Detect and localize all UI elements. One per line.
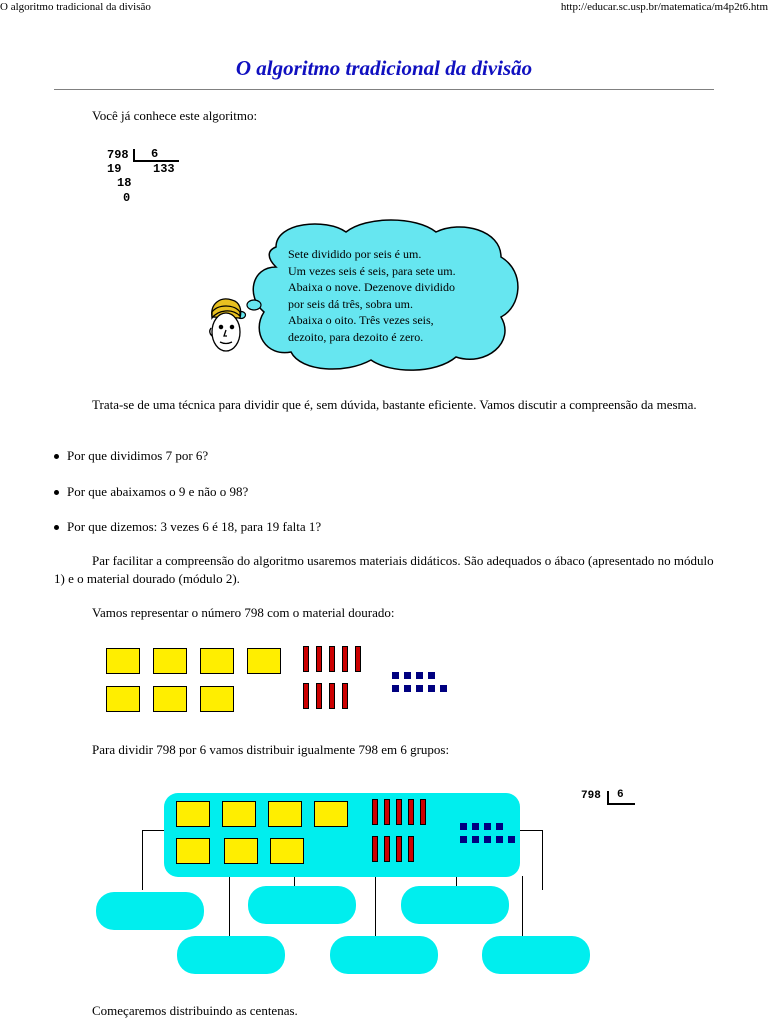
algorithm-divisor: 6	[151, 147, 159, 161]
unit-cube-icon	[460, 836, 467, 843]
hundred-cube-icon	[153, 648, 187, 674]
ten-bar-icon	[372, 799, 378, 825]
ten-bar-icon	[420, 799, 426, 825]
connector-line	[522, 876, 523, 936]
unit-cube-icon	[508, 836, 515, 843]
hundred-cube-icon	[200, 686, 234, 712]
hundred-cube-icon	[153, 686, 187, 712]
hundred-cube-icon	[106, 648, 140, 674]
connector-line	[456, 876, 457, 886]
hundred-cube-icon	[268, 801, 302, 827]
bullet-dot-icon	[54, 454, 59, 459]
connector-line	[142, 830, 166, 831]
header-page-title: O algoritmo tradicional da divisão	[0, 1, 151, 13]
hundred-cube-icon	[106, 686, 140, 712]
group-box-4	[177, 936, 285, 974]
ten-bar-icon	[342, 646, 348, 672]
connector-line	[520, 830, 542, 831]
algorithm-quotient: 133	[153, 162, 175, 176]
bullet-text: Por que abaixamos o 9 e não o 98?	[67, 484, 249, 499]
cloud-line: Um vezes seis é seis, para sete um.	[288, 263, 456, 278]
ten-bar-icon	[408, 836, 414, 862]
ten-bar-icon	[384, 836, 390, 862]
ten-bar-icon	[408, 799, 414, 825]
group-box-5	[330, 936, 438, 974]
hundred-cube-icon	[176, 838, 210, 864]
ten-bar-icon	[316, 646, 322, 672]
thought-cloud-text	[288, 246, 498, 345]
header-url[interactable]: http://educar.sc.usp.br/matematica/m4p2t6.htm	[560, 1, 768, 13]
face-icon	[210, 299, 241, 351]
unit-cube-icon	[472, 823, 479, 830]
bullet-dot-icon	[54, 490, 59, 495]
small-divisor: 6	[617, 789, 624, 801]
paragraph-represent: Vamos representar o número 798 com o material dourado:	[92, 605, 395, 620]
bullet-dot-icon	[54, 525, 59, 530]
page-title: O algoritmo tradicional da divisão	[235, 56, 533, 80]
ten-bar-icon	[329, 646, 335, 672]
unit-cube-icon	[496, 823, 503, 830]
hundred-cube-icon	[222, 801, 256, 827]
hundred-cube-icon	[224, 838, 258, 864]
unit-cube-icon	[428, 672, 435, 679]
ten-bar-icon	[396, 836, 402, 862]
unit-cube-icon	[404, 685, 411, 692]
cloud-line: por seis dá três, sobra um.	[288, 296, 413, 311]
unit-cube-icon	[440, 685, 447, 692]
cloud-line: dezoito, para dezoito é zero.	[288, 329, 424, 344]
unit-cube-icon	[392, 672, 399, 679]
hundred-cube-icon	[176, 801, 210, 827]
ten-bar-icon	[329, 683, 335, 709]
unit-cube-icon	[416, 685, 423, 692]
unit-cube-icon	[472, 836, 479, 843]
total-798-box	[164, 793, 520, 877]
hundred-cube-icon	[270, 838, 304, 864]
title-divider	[54, 89, 714, 90]
group-box-1	[96, 892, 204, 930]
paragraph-materials: Par facilitar a compreensão do algoritmo usaremos materiais didáticos. São adequados o ábaco (apresentado no módulo 1) e o material dourado (módulo 2).	[54, 553, 714, 586]
distribution-diagram	[0, 790, 768, 980]
connector-line	[229, 876, 230, 936]
ten-bar-icon	[396, 799, 402, 825]
ten-bar-icon	[372, 836, 378, 862]
bullet-item	[54, 447, 714, 465]
unit-cube-icon	[392, 685, 399, 692]
paragraph-technique: Trata-se de uma técnica para dividir que é, sem dúvida, bastante eficiente. Vamos discutir a compreensão da mesma.	[92, 397, 697, 412]
algorithm-figure	[104, 146, 184, 206]
ten-bar-icon	[384, 799, 390, 825]
unit-cube-icon	[428, 685, 435, 692]
unit-cube-icon	[460, 823, 467, 830]
paragraph-distribute: Para dividir 798 por 6 vamos distribuir igualmente 798 em 6 grupos:	[92, 742, 450, 757]
ten-bar-icon	[303, 646, 309, 672]
bullet-item	[54, 483, 714, 501]
unit-cube-icon	[484, 823, 491, 830]
ten-bar-icon	[303, 683, 309, 709]
algorithm-row3: 0	[123, 191, 131, 205]
intro-text: Você já conhece este algoritmo:	[92, 108, 258, 123]
ten-bar-icon	[316, 683, 322, 709]
connector-line	[542, 830, 543, 890]
connector-line	[294, 876, 295, 886]
cloud-line: Sete dividido por seis é um.	[288, 247, 422, 261]
algorithm-row1: 19	[107, 162, 122, 176]
hundred-cube-icon	[247, 648, 281, 674]
ten-bar-icon	[355, 646, 361, 672]
bullet-text: Por que dizemos: 3 vezes 6 é 18, para 19 falta 1?	[67, 519, 322, 534]
unit-cube-icon	[496, 836, 503, 843]
connector-line	[142, 830, 143, 890]
cloud-line: Abaixa o nove. Dezenove dividido	[288, 280, 455, 294]
unit-cube-icon	[484, 836, 491, 843]
hundred-cube-icon	[314, 801, 348, 827]
ten-bar-icon	[342, 683, 348, 709]
group-box-6	[482, 936, 590, 974]
paragraph-start-hundreds: Começaremos distribuindo as centenas.	[92, 1003, 298, 1018]
unit-cube-icon	[404, 672, 411, 679]
small-dividend: 798	[581, 790, 601, 802]
material-dourado-798	[106, 646, 446, 716]
hundred-cube-icon	[200, 648, 234, 674]
cloud-line: Abaixa o oito. Três vezes seis,	[288, 313, 434, 327]
bullet-item	[54, 518, 714, 536]
group-box-2	[248, 886, 356, 924]
connector-line	[375, 876, 376, 936]
group-box-3	[401, 886, 509, 924]
unit-cube-icon	[416, 672, 423, 679]
bullet-text: Por que dividimos 7 por 6?	[67, 448, 209, 463]
algorithm-dividend: 798	[107, 148, 129, 162]
algorithm-row2: 18	[117, 176, 132, 190]
